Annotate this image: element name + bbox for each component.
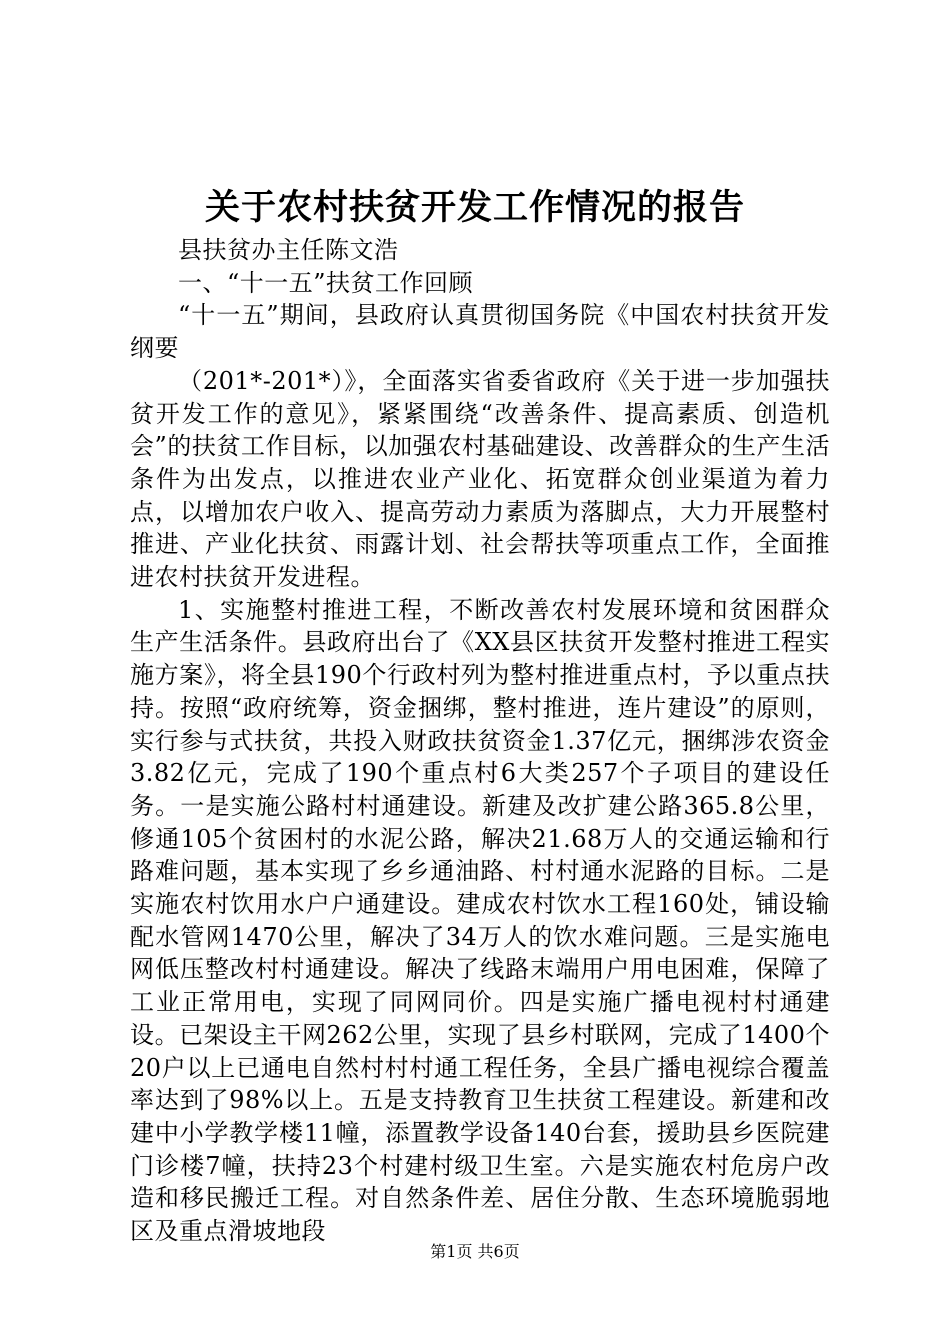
document-body [130, 234, 830, 1248]
paragraph-intro-line: “十一五”期间，县政府认真贯彻国务院《中国农村扶贫开发纲要 [130, 301, 830, 363]
paragraph-item-1: 1、实施整村推进工程，不断改善农村发展环境和贫困群众生产生活条件。县政府出台了《XX县区扶贫开发整村推进工程实施方案》，将全县190个行政村列为整村推进重点村，予以重点扶持。按照“政府统筹，资金捆绑，整村推进，连片建设”的原则，实行参与式扶贫，共投入财政扶贫资金1.37亿元，捆绑涉农资金3.82亿元，完成了190个重点村6大类257个子项目的建设任务。一是实施公路村村通建设。新建及改扩建公路365.8公里，修通105个贫困村的水泥公路，解决21.68万人的交通运输和行路难问题，基本实现了乡乡通油路、村村通水泥路的目标。二是实施农村饮用水户户通建设。建成农村饮水工程160处，铺设输配水管网1470公里，解决了34万人的饮水难问题。三是实施电网低压整改村村通建设。解决了线路末端用户用电困难，保障了工业正常用电，实现了同网同价。四是实施广播电视村村通建设。已架设主干网262公里，实现了县乡村联网，完成了1400个20户以上已通电自然村村村通工程任务，全县广播电视综合覆盖率达到了98%以上。五是支持教育卫生扶贫工程建设。新建和改建中小学教学楼11幢，添置教学设备140台套，援助县乡医院建门诊楼7幢，扶持23个村建村级卫生室。六是实施农村危房户改造和移民搬迁工程。对自然条件差、居住分散、生态环境脆弱地区及重点滑坡地段 [130, 595, 830, 1246]
author-line: 县扶贫办主任陈文浩 [178, 236, 399, 264]
section-heading: 一、“十一五”扶贫工作回顾 [178, 268, 474, 297]
page-footer: 第1页 共6页 [430, 1242, 520, 1261]
paragraph-intro-body: （201*-201*）》，全面落实省委省政府《关于进一步加强扶贫开发工作的意见》，紧紧围绕“改善条件、提高素质、创造机会”的扶贫工作目标，以加强农村基础建设、改善群众的生产生活条件为出发点，以推进农业产业化、拓宽群众创业渠道为着力点，以增加农户收入、提高劳动力素质为落脚点，大力开展整村推进、产业化扶贫、雨露计划、社会帮扶等项重点工作，全面推进农村扶贫开发进程。 [130, 366, 830, 592]
document-title: 关于农村扶贫开发工作情况的报告 [204, 187, 745, 228]
